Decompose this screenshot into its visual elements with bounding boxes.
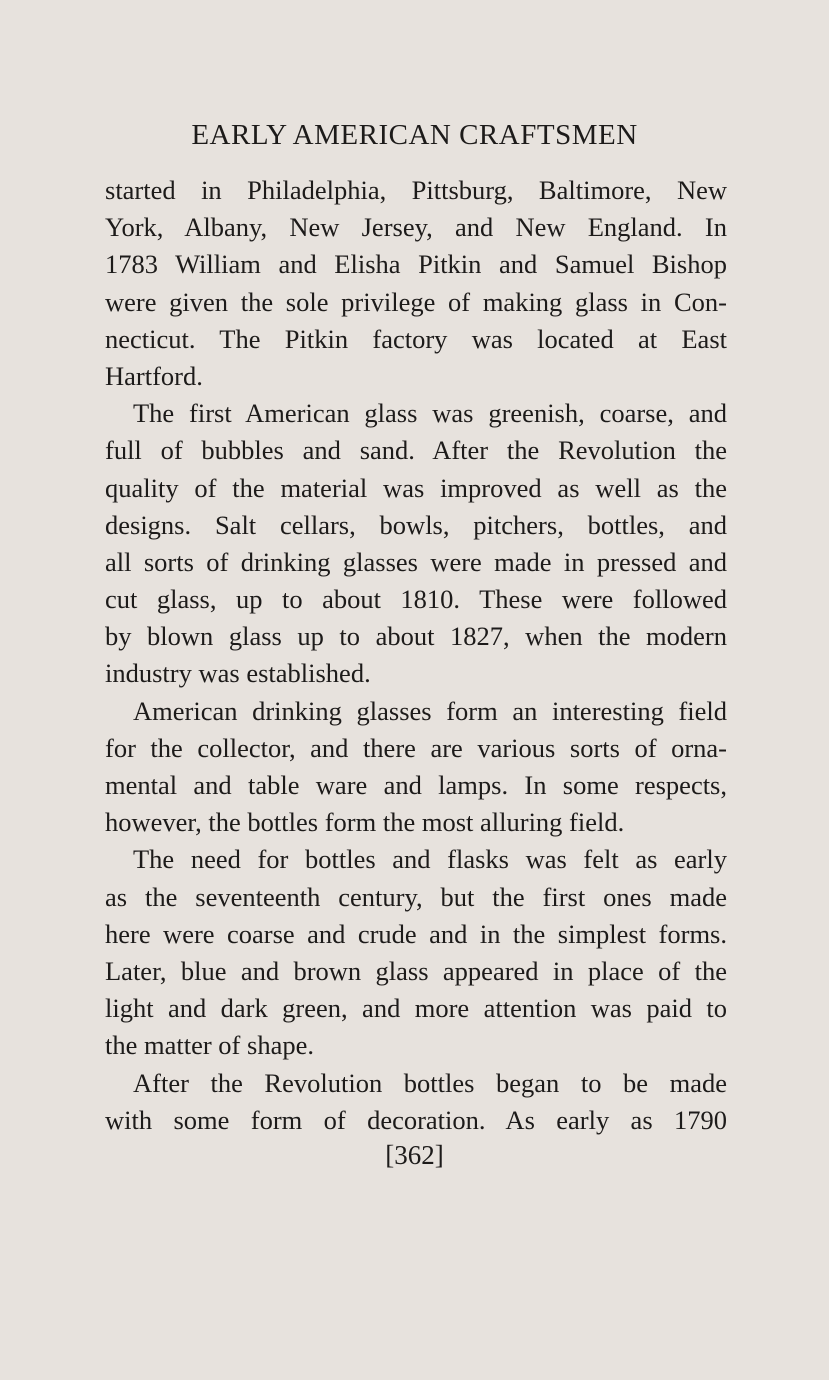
text-line: American drinking glasses form an interesting field bbox=[133, 695, 727, 726]
text-line: however, the bottles form the most alluring field. bbox=[105, 807, 625, 838]
text-line: York, Albany, New Jersey, and New England. In bbox=[105, 212, 727, 243]
page-number: [362] bbox=[385, 1140, 444, 1170]
text-line: as the seventeenth century, but the first ones made bbox=[105, 881, 727, 912]
text-line: with some form of decoration. As early as 1790 bbox=[105, 1104, 727, 1135]
text-line: here were coarse and crude and in the simplest forms. bbox=[105, 918, 727, 949]
text-line: for the collector, and there are various sorts of orna- bbox=[105, 732, 727, 763]
text-line: necticut. The Pitkin factory was located at East bbox=[105, 323, 727, 354]
running-title: EARLY AMERICAN CRAFTSMEN bbox=[191, 119, 638, 151]
text-line: The need for bottles and flasks was felt as early bbox=[133, 844, 727, 875]
text-line: Later, blue and brown glass appeared in place of the bbox=[105, 955, 727, 986]
text-line: the matter of shape. bbox=[105, 1030, 314, 1061]
text-line: cut glass, up to about 1810. These were followed bbox=[105, 584, 727, 615]
text-line: mental and table ware and lamps. In some respects, bbox=[105, 770, 727, 800]
text-line: by blown glass up to about 1827, when the modern bbox=[105, 621, 727, 652]
text-line: After the Revolution bottles began to be made bbox=[133, 1067, 727, 1098]
text-line: 1783 William and Elisha Pitkin and Samuel Bishop bbox=[105, 249, 727, 280]
body-text bbox=[105, 172, 727, 1139]
text-line: industry was established. bbox=[105, 658, 371, 689]
text-line: were given the sole privilege of making glass in Con- bbox=[105, 286, 727, 317]
text-line: designs. Salt cellars, bowls, pitchers, bottles, and bbox=[105, 509, 727, 540]
text-line: full of bubbles and sand. After the Revolution the bbox=[105, 435, 727, 466]
text-line: Hartford. bbox=[105, 360, 203, 391]
text-line: started in Philadelphia, Pittsburg, Baltimore, New bbox=[105, 175, 727, 205]
text-line: light and dark green, and more attention was paid to bbox=[105, 993, 727, 1024]
text-line: all sorts of drinking glasses were made in pressed and bbox=[105, 546, 727, 577]
text-line: quality of the material was improved as well as the bbox=[105, 472, 727, 503]
text-line: The first American glass was greenish, coarse, and bbox=[133, 398, 727, 429]
